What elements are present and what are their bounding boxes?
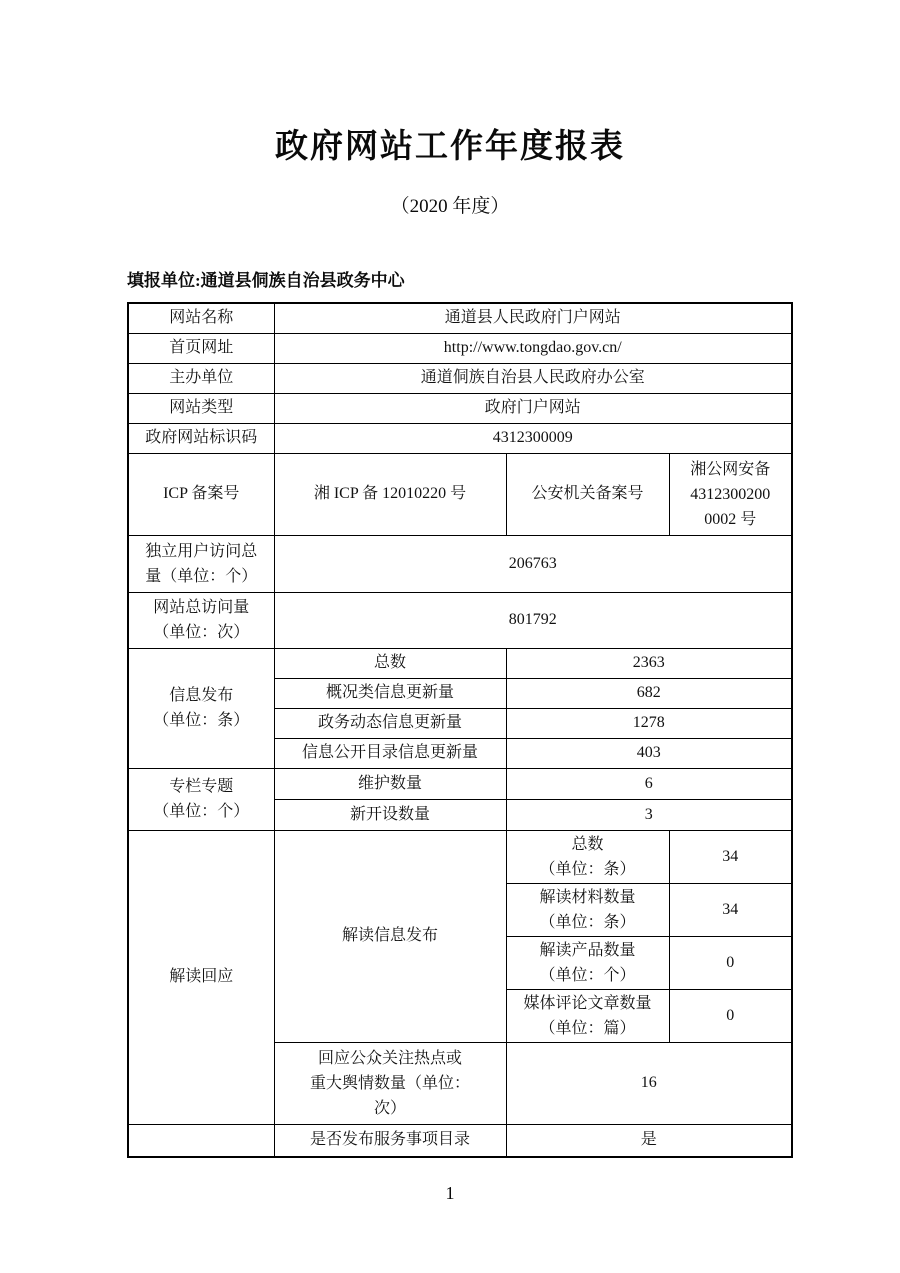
homepage-url-label: 首页网址 [128, 333, 274, 363]
hot-response-value: 16 [506, 1042, 792, 1124]
website-name-label: 网站名称 [128, 303, 274, 333]
info-total-value: 2363 [506, 648, 792, 678]
interp-products-label: 解读产品数量 （单位：个） [506, 936, 669, 989]
table-row [128, 648, 792, 678]
table-row [128, 830, 792, 883]
security-filing-label: 公安机关备案号 [506, 453, 669, 535]
hot-response-label: 回应公众关注热点或 重大舆情数量（单位： 次） [274, 1042, 506, 1124]
website-name-value: 通道县人民政府门户网站 [274, 303, 792, 333]
filing-unit: 填报单位:通道县侗族自治县政务中心 [127, 271, 405, 290]
gov-news-updates-label: 政务动态信息更新量 [274, 708, 506, 738]
table-row [128, 535, 792, 592]
security-filing-value: 湘公网安备 4312300200 0002 号 [669, 453, 792, 535]
table-row [128, 333, 792, 363]
overview-updates-label: 概况类信息更新量 [274, 678, 506, 708]
organizer-value: 通道侗族自治县人民政府办公室 [274, 363, 792, 393]
table-row [128, 1124, 792, 1157]
table-row [128, 423, 792, 453]
unique-visitors-label: 独立用户访问总 量（单位：个） [128, 535, 274, 592]
media-comments-label: 媒体评论文章数量 （单位：篇） [506, 989, 669, 1042]
special-topic-group-label: 专栏专题 （单位：个） [128, 768, 274, 830]
interp-materials-label: 解读材料数量 （单位：条） [506, 883, 669, 936]
icp-value: 湘 ICP 备 12010220 号 [274, 453, 506, 535]
website-type-label: 网站类型 [128, 393, 274, 423]
page-subtitle: （2020 年度） [390, 196, 510, 217]
maintained-count-value: 6 [506, 768, 792, 799]
icp-label: ICP 备案号 [128, 453, 274, 535]
website-type-value: 政府门户网站 [274, 393, 792, 423]
table-row [128, 592, 792, 648]
interpretation-publish-label: 解读信息发布 [274, 830, 506, 1042]
disclosure-updates-value: 403 [506, 738, 792, 768]
interp-materials-value: 34 [669, 883, 792, 936]
interp-total-value: 34 [669, 830, 792, 883]
homepage-url-value: http://www.tongdao.gov.cn/ [274, 333, 792, 363]
site-code-label: 政府网站标识码 [128, 423, 274, 453]
overview-updates-value: 682 [506, 678, 792, 708]
organizer-label: 主办单位 [128, 363, 274, 393]
disclosure-updates-label: 信息公开目录信息更新量 [274, 738, 506, 768]
page-title: 政府网站工作年度报表 [275, 127, 625, 164]
total-visits-value: 801792 [274, 592, 792, 648]
table-row [128, 303, 792, 333]
new-count-label: 新开设数量 [274, 799, 506, 830]
maintained-count-label: 维护数量 [274, 768, 506, 799]
service-catalog-label: 是否发布服务事项目录 [274, 1124, 506, 1157]
unique-visitors-value: 206763 [274, 535, 792, 592]
annual-report-table [127, 302, 793, 1158]
table-row [128, 453, 792, 535]
empty-cell [128, 1124, 274, 1157]
table-row [128, 768, 792, 799]
info-publish-group-label: 信息发布 （单位：条） [128, 648, 274, 768]
media-comments-value: 0 [669, 989, 792, 1042]
table-row [128, 393, 792, 423]
info-total-label: 总数 [274, 648, 506, 678]
site-code-value: 4312300009 [274, 423, 792, 453]
service-catalog-value: 是 [506, 1124, 792, 1157]
total-visits-label: 网站总访问量 （单位：次） [128, 592, 274, 648]
interp-products-value: 0 [669, 936, 792, 989]
interp-total-label: 总数 （单位：条） [506, 830, 669, 883]
table-row [128, 363, 792, 393]
page-number: 1 [445, 1183, 455, 1203]
new-count-value: 3 [506, 799, 792, 830]
gov-news-updates-value: 1278 [506, 708, 792, 738]
interpretation-group-label: 解读回应 [128, 830, 274, 1124]
